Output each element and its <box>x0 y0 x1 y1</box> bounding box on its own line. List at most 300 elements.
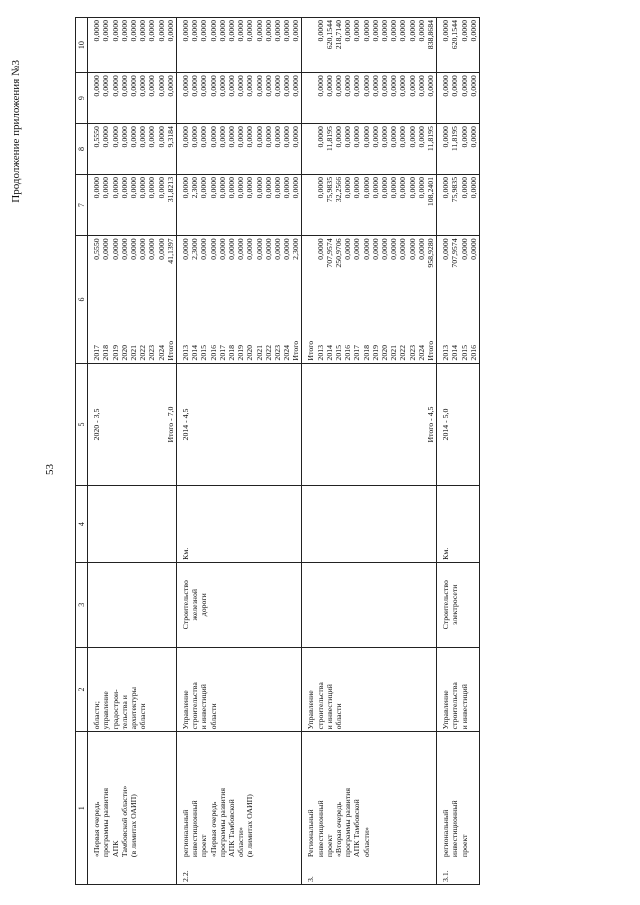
cell-line: 0,0000 <box>199 238 209 260</box>
table-row <box>88 18 177 885</box>
cell-line: инвестиционный <box>315 800 325 858</box>
cell-line: управление <box>101 691 111 730</box>
cell-line: 0,0000 <box>291 75 301 97</box>
cell-line: 2019 <box>236 344 246 361</box>
cell-line: 0,0000 <box>379 176 389 199</box>
cell-line: 2013 <box>441 344 451 361</box>
value-cell-c7 <box>302 174 437 235</box>
cell-line: 0,0000 <box>282 75 292 97</box>
row-number: 3.1. <box>437 859 480 884</box>
cell-line: 2015 <box>199 344 209 361</box>
cell-line: 2013 <box>315 344 325 361</box>
table-row <box>302 18 437 885</box>
cell-line: 11,8195 <box>450 126 460 152</box>
cell-line: «Вторая очередь <box>334 802 343 858</box>
cell-line: 707,9574 <box>324 238 334 268</box>
cell-line: 0,0000 <box>370 75 380 97</box>
unit-label: Км. <box>181 547 190 560</box>
cell-line: 2017 <box>352 344 362 361</box>
cell-line: 0,0000 <box>272 126 282 148</box>
cell-line: 0,0000 <box>441 75 451 97</box>
cell-line: 0,0000 <box>156 75 166 97</box>
cell-line: 0,0000 <box>468 126 478 148</box>
cell-line: области <box>138 703 148 730</box>
cell-line: 0,0000 <box>291 176 301 199</box>
cell-line: 0,0000 <box>361 176 371 199</box>
value-cell-c9 <box>437 73 480 124</box>
cell-line: 0,0000 <box>119 176 129 199</box>
cell-line: электросети <box>450 584 460 625</box>
value-cell-c10 <box>437 18 480 73</box>
cell-line: Управление <box>441 690 451 730</box>
cell-line: 0,0000 <box>352 75 362 97</box>
year-cell <box>177 312 302 363</box>
cell-line: и инвестиций <box>324 684 334 730</box>
cell-line: 0,0000 <box>128 126 138 148</box>
cell-line: 0,0000 <box>217 238 227 260</box>
cell-line <box>306 75 315 121</box>
cell-line: 0,0000 <box>416 75 426 97</box>
cell-line: области <box>334 703 343 730</box>
cell-line: 2,3000 <box>190 176 200 199</box>
cell-line: 0,0000 <box>352 176 362 199</box>
unit-cell <box>437 486 480 562</box>
cell-line: Итого <box>425 340 435 361</box>
cell-line: 0,0000 <box>352 126 362 148</box>
cell-line: 0,0000 <box>272 75 282 97</box>
total-label: Итого - 4,5 <box>426 406 436 443</box>
cell-line: 0,0000 <box>468 176 478 199</box>
cell-line: 0,0000 <box>138 176 148 199</box>
cell-line: 0,0000 <box>282 126 292 148</box>
cell-line: 0,0000 <box>282 20 292 42</box>
cell-line: 2016 <box>343 344 353 361</box>
project-name-cell <box>177 732 302 859</box>
cell-line: Строительство <box>181 580 190 630</box>
cell-line: строительства <box>190 682 200 730</box>
cell-line: АПК Тамбовской <box>226 799 236 858</box>
cell-line: 0,0000 <box>226 126 236 148</box>
cell-line: 0,0000 <box>398 176 408 199</box>
cell-line: «Первая очередь <box>208 801 218 858</box>
cell-line: 0,0000 <box>407 20 417 42</box>
cell-line: 0,0000 <box>389 20 399 42</box>
cell-line: инвестиционный <box>450 800 460 858</box>
cell-line: строительства <box>315 682 325 730</box>
cell-line: 2020 <box>379 344 389 361</box>
value-cell-c6 <box>302 236 437 312</box>
cell-line: 0,0000 <box>416 238 426 260</box>
cell-line: 0,0000 <box>379 126 389 148</box>
cell-line: 2023 <box>407 344 417 361</box>
cell-line: 0,0000 <box>441 20 451 42</box>
cell-line: 0,0000 <box>165 20 175 42</box>
cell-line: 0,0000 <box>416 20 426 42</box>
cell-line: 2014 <box>190 344 200 361</box>
cell-line: проект <box>199 834 209 858</box>
cell-line: 2023 <box>272 344 282 361</box>
cell-line: 0,0000 <box>208 126 218 148</box>
cell-line: 0,0000 <box>254 238 264 260</box>
cell-line: 0,0000 <box>315 75 325 97</box>
unit-cell <box>177 486 302 562</box>
cell-line: области; <box>92 701 102 730</box>
object-cell <box>437 562 480 647</box>
cell-line: 0,0000 <box>119 75 129 97</box>
table-body <box>88 18 480 885</box>
cell-line: 0,0000 <box>110 75 120 97</box>
cell-line: 0,0000 <box>110 238 120 260</box>
column-header: 2 <box>76 647 88 732</box>
cell-line: 0,0000 <box>468 75 478 97</box>
cell-line: 0,0000 <box>110 20 120 42</box>
cell-line: 2019 <box>110 344 120 361</box>
value-cell-c10 <box>302 18 437 73</box>
cell-line: Региональный <box>306 809 316 858</box>
cell-line: 0,0000 <box>389 75 399 97</box>
cell-line: 0,0000 <box>110 176 120 199</box>
cell-line: 0,0000 <box>459 176 469 199</box>
cell-line: 0,0000 <box>379 75 389 97</box>
value-cell-c9 <box>177 73 302 124</box>
cell-line: 0,0000 <box>181 20 190 42</box>
cell-line: 0,0000 <box>361 20 371 42</box>
cell-line: 0,0000 <box>343 126 353 148</box>
cell-line: 0,0000 <box>217 20 227 42</box>
cell-line: 0,0000 <box>379 20 389 42</box>
value-cell-c8 <box>437 124 480 175</box>
cell-line <box>306 20 315 70</box>
cell-line: 0,0000 <box>370 126 380 148</box>
cell-line: 0,0000 <box>128 20 138 42</box>
cell-line: 0,0000 <box>407 126 417 148</box>
cell-line: 0,0000 <box>138 20 148 42</box>
cell-line: 0,0000 <box>217 176 227 199</box>
cell-line: 0,5550 <box>92 126 102 148</box>
cell-line: 0,0000 <box>147 176 157 199</box>
project-name-cell <box>88 732 177 859</box>
cell-line: 0,0000 <box>272 238 282 260</box>
cell-line: 0,0000 <box>245 238 255 260</box>
cell-line: 0,0000 <box>324 75 334 97</box>
cell-line <box>306 238 315 310</box>
cell-line: 2017 <box>92 344 102 361</box>
cell-line: 0,0000 <box>92 20 102 42</box>
cell-line: 2,3000 <box>190 238 200 260</box>
cell-line: Управление <box>306 690 316 730</box>
cell-line: 0,0000 <box>199 126 209 148</box>
cell-line: 0,0000 <box>245 75 255 97</box>
cell-line: 0,0000 <box>138 126 148 148</box>
cell-line: инвестиционный <box>190 800 200 858</box>
cell-line: 2024 <box>156 344 166 361</box>
cell-line: 0,0000 <box>291 126 301 148</box>
cell-line: 0,0000 <box>459 20 469 42</box>
cell-line: 0,0000 <box>263 20 273 42</box>
cell-line: 0,0000 <box>407 238 417 260</box>
cell-line: 0,0000 <box>92 75 102 97</box>
period-cell <box>302 363 437 486</box>
cell-line: 0,0000 <box>361 75 371 97</box>
cell-line: и инвестиций <box>199 684 209 730</box>
cell-line: 0,0000 <box>441 176 451 199</box>
cell-line: 0,0000 <box>226 20 236 42</box>
cell-line: 958,9280 <box>425 238 435 268</box>
cell-line: 0,0000 <box>190 20 200 42</box>
cell-line: градострои- <box>110 689 120 730</box>
cell-line: 0,0000 <box>181 75 190 97</box>
cell-line: 75,9835 <box>450 176 460 203</box>
cell-line: Итого <box>165 340 175 361</box>
cell-line: 31,8213 <box>165 176 175 203</box>
cell-line: 0,0000 <box>398 126 408 148</box>
cell-line: Тамбовской области» <box>119 785 129 858</box>
appendix-title: Продолжение приложения №3 <box>10 60 22 203</box>
cell-line: 0,0000 <box>254 75 264 97</box>
cell-line: 0,0000 <box>263 126 273 148</box>
cell-line: и инвестиций <box>459 684 469 730</box>
cell-line: 0,0000 <box>343 238 353 260</box>
value-cell-c9 <box>302 73 437 124</box>
responsible-cell <box>177 647 302 732</box>
cell-line: 0,0000 <box>147 20 157 42</box>
cell-line: 0,0000 <box>398 20 408 42</box>
cell-line: 838,8684 <box>425 20 435 50</box>
page-number: 53 <box>44 464 56 475</box>
cell-line: проект <box>459 834 469 858</box>
value-cell-c6 <box>437 236 480 312</box>
cell-line: 2016 <box>468 344 478 361</box>
cell-line: региональный <box>181 809 190 858</box>
year-cell <box>88 312 177 363</box>
cell-line: 0,0000 <box>245 20 255 42</box>
table-row <box>437 18 480 885</box>
cell-line: Управление <box>181 690 190 730</box>
cell-line: 0,0000 <box>128 238 138 260</box>
cell-line: АПК Тамбовской <box>352 799 362 858</box>
cell-line: 0,0000 <box>315 176 325 199</box>
cell-line: 0,0000 <box>282 238 292 260</box>
cell-line: 2014 <box>450 344 460 361</box>
cell-line: 0,0000 <box>217 75 227 97</box>
cell-line: 0,0000 <box>343 176 353 199</box>
value-cell-c7 <box>88 174 177 235</box>
cell-line: 0,0000 <box>138 75 148 97</box>
cell-line: 0,0000 <box>407 176 417 199</box>
cell-line: железной <box>190 588 200 621</box>
cell-line: 0,0000 <box>389 238 399 260</box>
cell-line: 620,1544 <box>324 20 334 50</box>
cell-line: 707,9574 <box>450 238 460 268</box>
value-cell-c7 <box>177 174 302 235</box>
cell-line: 2023 <box>147 344 157 361</box>
cell-line: 0,0000 <box>398 238 408 260</box>
column-header: 4 <box>76 486 88 562</box>
cell-line: 0,0000 <box>181 126 190 148</box>
cell-line: 2022 <box>263 344 273 361</box>
cell-line: 11,8195 <box>425 126 435 152</box>
cell-line: 0,0000 <box>199 75 209 97</box>
unit-label: Км. <box>441 547 451 560</box>
cell-line: области <box>208 703 218 730</box>
cell-line: 0,0000 <box>226 176 236 199</box>
cell-line: 0,0000 <box>272 20 282 42</box>
row-number: 3. <box>302 859 437 884</box>
cell-line: 11,8195 <box>324 126 334 152</box>
responsible-cell <box>437 647 480 732</box>
cell-line: региональный <box>441 809 451 858</box>
unit-cell <box>302 486 437 562</box>
cell-line: 0,0000 <box>92 176 102 199</box>
row-number <box>88 859 177 884</box>
cell-line: 0,0000 <box>128 75 138 97</box>
cell-line: 0,0000 <box>208 238 218 260</box>
cell-line <box>306 126 315 172</box>
cell-line: 0,0000 <box>416 126 426 148</box>
value-cell-c10 <box>177 18 302 73</box>
cell-line: 0,0000 <box>101 238 111 260</box>
cell-line: АПК <box>110 840 120 858</box>
cell-line: 0,0000 <box>199 176 209 199</box>
cell-line: 0,0000 <box>398 75 408 97</box>
cell-line: области» <box>236 827 246 858</box>
cell-line: 0,0000 <box>361 126 371 148</box>
cell-line: дороги <box>199 593 209 617</box>
cell-line: 0,0000 <box>128 176 138 199</box>
period-label: 2014 - 5,0 <box>441 408 451 441</box>
cell-line: «Первая очередь <box>92 801 102 858</box>
cell-line: 0,0000 <box>379 238 389 260</box>
cell-line: 0,0000 <box>254 20 264 42</box>
cell-line: программы развития <box>343 788 353 858</box>
column-header: 8 <box>76 124 88 175</box>
cell-line: архитектуры <box>128 687 138 730</box>
column-header: 6 <box>76 236 88 363</box>
column-header: 5 <box>76 363 88 486</box>
cell-line: 0,0000 <box>263 75 273 97</box>
cell-line: 0,0000 <box>468 238 478 260</box>
cell-line: 0,0000 <box>441 238 451 260</box>
cell-line: 620,1544 <box>450 20 460 50</box>
cell-line: 0,0000 <box>343 75 353 97</box>
cell-line: 0,0000 <box>441 126 451 148</box>
cell-line: 0,0000 <box>425 75 435 97</box>
column-header: 10 <box>76 18 88 73</box>
cell-line: 0,0000 <box>352 20 362 42</box>
object-cell <box>88 562 177 647</box>
cell-line: 0,0000 <box>370 20 380 42</box>
cell-line: 9,3184 <box>165 126 175 148</box>
cell-line: 0,0000 <box>315 20 325 42</box>
cell-line: 0,0000 <box>147 238 157 260</box>
cell-line: (в лимитах ОАИП) <box>245 794 255 858</box>
cell-line: 0,0000 <box>101 75 111 97</box>
value-cell-c6 <box>88 236 177 312</box>
unit-cell <box>88 486 177 562</box>
cell-line: 0,0000 <box>147 126 157 148</box>
cell-line: 0,0000 <box>315 126 325 148</box>
cell-line: 2020 <box>119 344 129 361</box>
cell-line: 2019 <box>370 344 380 361</box>
value-cell-c6 <box>177 236 302 312</box>
cell-line: 0,0000 <box>119 20 129 42</box>
cell-line: 0,0000 <box>156 238 166 260</box>
cell-line: 0,0000 <box>334 75 343 97</box>
cell-line: 0,0000 <box>389 126 399 148</box>
cell-line: 2020 <box>245 344 255 361</box>
cell-line: проект <box>324 834 334 858</box>
year-cell <box>302 312 437 363</box>
cell-line: 2024 <box>282 344 292 361</box>
cell-line: 2017 <box>217 344 227 361</box>
cell-line: 0,0000 <box>263 176 273 199</box>
object-cell <box>302 562 437 647</box>
cell-line: 0,0000 <box>407 75 417 97</box>
cell-line: 0,0000 <box>282 176 292 199</box>
cell-line: 0,0000 <box>236 75 246 97</box>
cell-line: 0,0000 <box>236 176 246 199</box>
cell-line: 0,0000 <box>361 238 371 260</box>
value-cell-c10 <box>88 18 177 73</box>
cell-line: 0,0000 <box>291 20 301 42</box>
cell-line: 0,0000 <box>245 126 255 148</box>
cell-line: 0,0000 <box>101 20 111 42</box>
cell-line: 0,0000 <box>236 20 246 42</box>
cell-line: 0,0000 <box>190 75 200 97</box>
cell-line: 0,0000 <box>416 176 426 199</box>
value-cell-c9 <box>88 73 177 124</box>
cell-line: 250,9706 <box>334 238 343 268</box>
cell-line: программы развития <box>217 788 227 858</box>
value-cell-c8 <box>177 124 302 175</box>
responsible-cell <box>302 647 437 732</box>
cell-line: 2015 <box>334 344 343 361</box>
cell-line: 2021 <box>128 344 138 361</box>
cell-line: 2018 <box>101 344 111 361</box>
cell-line: 0,0000 <box>370 238 380 260</box>
value-cell-c8 <box>302 124 437 175</box>
cell-line: 2022 <box>138 344 148 361</box>
cell-line: 0,0000 <box>459 238 469 260</box>
cell-line: 0,0000 <box>254 176 264 199</box>
cell-line: 108,2401 <box>425 176 435 207</box>
cell-line: 0,0000 <box>245 176 255 199</box>
object-cell <box>177 562 302 647</box>
cell-line: 2018 <box>361 344 371 361</box>
cell-line: Итого <box>306 340 316 361</box>
cell-line: 0,0000 <box>236 238 246 260</box>
cell-line: 0,5550 <box>92 238 102 260</box>
cell-line: 2013 <box>181 344 190 361</box>
cell-line: 0,0000 <box>217 126 227 148</box>
cell-line: 41,1397 <box>165 238 175 264</box>
cell-line: области» <box>361 827 371 858</box>
cell-line: 0,0000 <box>450 75 460 97</box>
cell-line: 0,0000 <box>254 126 264 148</box>
cell-line: 0,0000 <box>389 176 399 199</box>
cell-line: 2,3000 <box>291 238 301 260</box>
cell-line: 0,0000 <box>370 176 380 199</box>
cell-line: 2021 <box>389 344 399 361</box>
appendix-table <box>75 17 480 885</box>
cell-line: (в лимитах ОАИП) <box>128 794 138 858</box>
cell-line: 0,0000 <box>181 176 190 199</box>
cell-line: 0,0000 <box>334 126 343 148</box>
cell-line: 0,0000 <box>459 126 469 148</box>
cell-line: 0,0000 <box>190 126 200 148</box>
cell-line: 0,0000 <box>208 75 218 97</box>
period-cell <box>177 363 302 486</box>
